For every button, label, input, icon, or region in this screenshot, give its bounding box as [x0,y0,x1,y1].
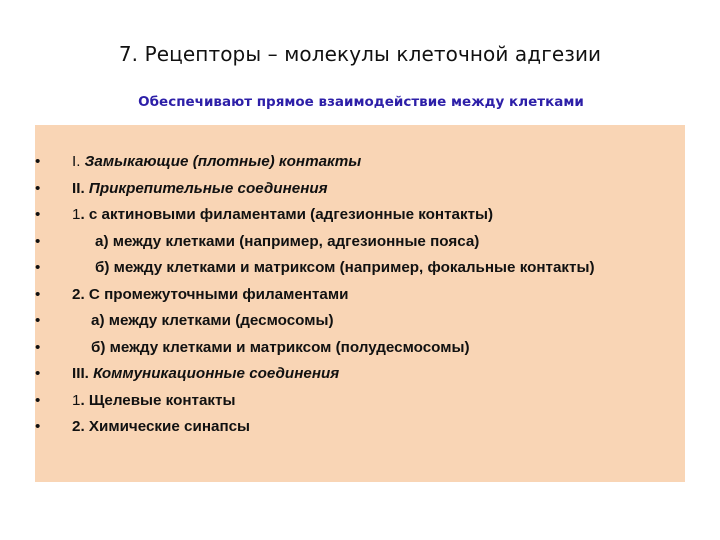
bullet-icon: • [35,391,41,409]
item-text: Коммуникационные соединения [93,365,340,382]
slide-title: 7. Рецепторы – молекулы клеточной адгезии [118,42,602,66]
item-text: а) между клетками (десмосомы) [91,312,334,329]
list-item [35,232,685,251]
item-text: 2. С промежуточными филаментами [72,285,349,303]
bullet-icon: • [35,179,41,197]
list-item [35,285,685,304]
list-item [35,338,685,357]
item-text: а) между клетками (например, адгезионные пояса) [95,232,480,250]
bullet-icon: • [35,259,41,276]
item-text: . с актиновыми филаментами (адгезионные контакты) [80,206,494,223]
bullet-icon: • [35,312,41,329]
item-text: . Щелевые контакты [80,391,236,409]
bullet-icon: • [35,365,41,382]
bullet-icon: • [35,153,41,170]
content-box [35,125,685,482]
item-text: Замыкающие (плотные) контакты [84,153,362,170]
list-item [35,179,685,198]
item-prefix: II. [72,179,89,197]
list-item [35,364,685,383]
list-item [35,391,685,410]
bullet-list [35,152,685,444]
item-text: б) между клетками и матриксом (полудесмосомы) [91,338,470,356]
bullet-icon: • [35,338,41,356]
list-item [35,258,685,277]
item-text: Прикрепительные соединения [88,179,328,197]
bullet-icon: • [35,285,41,303]
bullet-icon: • [35,232,41,250]
list-item [35,152,685,171]
item-prefix: 1 [72,391,81,409]
list-item [35,417,685,436]
slide-subtitle: Обеспечивают прямое взаимодействие между клетками [138,94,584,110]
bullet-icon: • [35,206,41,223]
item-prefix: 1 [72,206,81,223]
item-text: 2. Химические синапсы [72,418,251,435]
item-prefix: III. [72,365,94,382]
item-prefix: I. [72,153,85,170]
bullet-icon: • [35,418,41,435]
item-text: б) между клетками и матриксом (например, фокальные контакты) [95,259,595,276]
list-item [35,311,685,330]
list-item [35,205,685,224]
